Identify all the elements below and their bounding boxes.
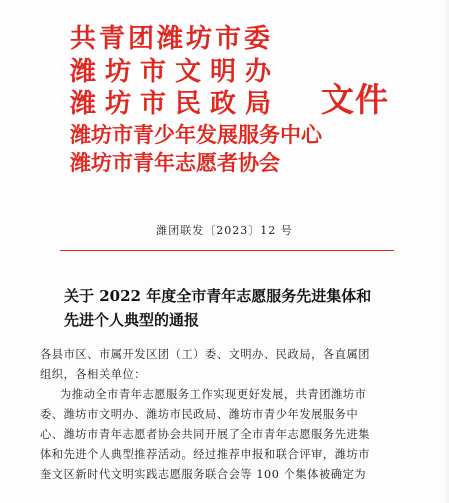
body-paragraph-line: 奎文区新时代文明实践志愿服务联合会等 100 个集体被确定为 <box>40 468 367 481</box>
issuer-line: 潍坊市文明办 <box>70 57 281 87</box>
body-paragraph-line: 委、潍坊市文明办、潍坊市民政局、潍坊市青少年发展服务中 <box>40 408 359 421</box>
body-paragraph-line: 心、潍坊市青年志愿者协会共同开展了全市青年志愿服务先进集 <box>40 428 371 441</box>
document-type-label: 文件 <box>321 80 389 119</box>
body-paragraph-line: 体和先进个人典型推荐活动。经过推荐申报和联合评审，潍坊市 <box>40 448 371 461</box>
issuer-line: 潍坊市民政局 <box>70 89 281 119</box>
body-paragraph-line: 各县市区、市属开发区团（工）委、文明办、民政局，各直属团 <box>40 348 371 361</box>
page-edge-shadow <box>443 0 449 503</box>
document-number: 潍团联发〔2023〕12 号 <box>156 224 293 237</box>
document-title-line: 先进个人典型的通报 <box>64 311 200 329</box>
red-divider-line <box>60 250 394 251</box>
body-paragraph-line: 为推动全市青年志愿服务工作实现更好发展，共青团潍坊市 <box>60 388 367 401</box>
document-title-line: 关于 2022 年度全市青年志愿服务先进集体和 <box>64 287 372 305</box>
issuer-line: 潍坊市青少年发展服务中心 <box>70 122 322 147</box>
issuer-line: 共青团潍坊市委 <box>70 24 274 54</box>
issuer-line: 潍坊市青年志愿者协会 <box>70 150 280 175</box>
body-paragraph-line: 组织，各相关单位： <box>40 368 147 381</box>
